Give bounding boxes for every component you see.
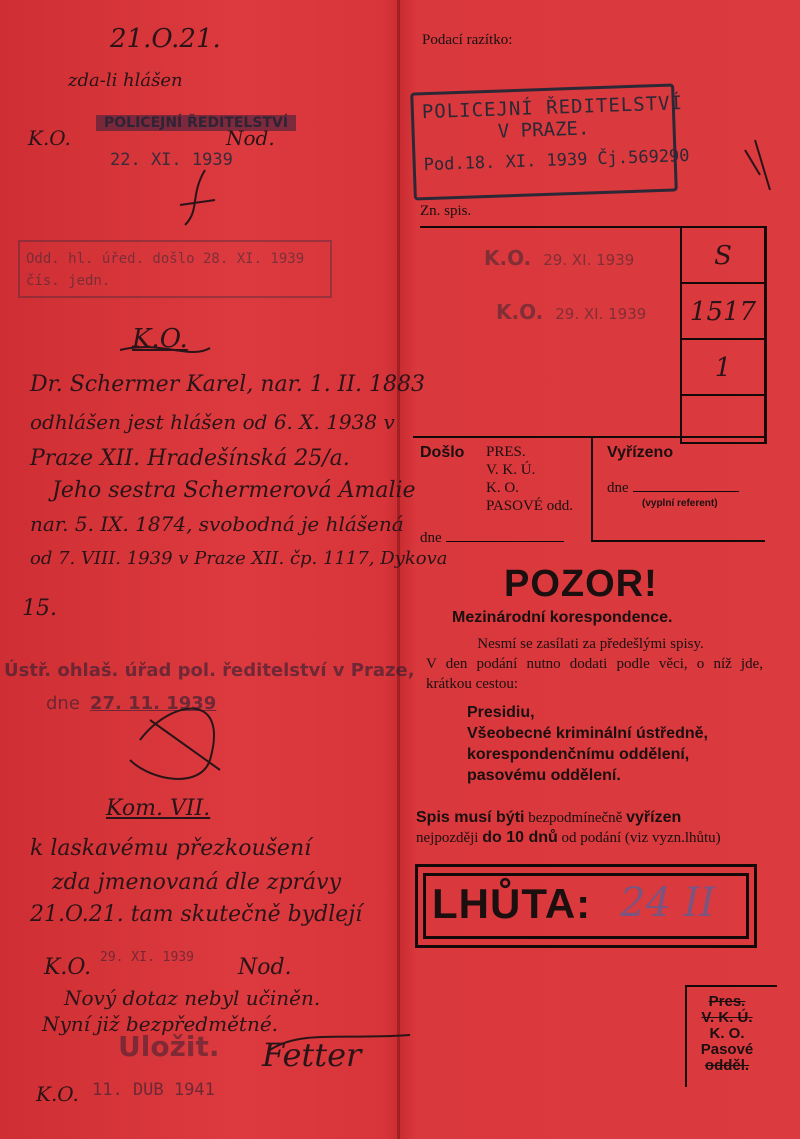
doslo-options xyxy=(486,443,573,515)
vyrizeno-label: Vyřízeno xyxy=(607,444,674,461)
zn-spis-label: Zn. spis. xyxy=(420,203,472,219)
ko-stamp-1 xyxy=(484,246,634,270)
spis-normal-2: nejpozději xyxy=(416,830,479,846)
police-stamp-line1: POLICEJNÍ ŘEDITELSTVÍ xyxy=(421,92,684,124)
kom-heading: Kom. VII. xyxy=(106,796,211,821)
routing-item: K. O. xyxy=(709,1025,745,1042)
spis-bold-1: Spis musí býti xyxy=(416,809,525,826)
odd-stamp xyxy=(18,240,332,298)
ko-stamp-2-code: K.O. xyxy=(496,300,544,324)
reference-box xyxy=(680,226,767,444)
odd-stamp-line2: čís. jedn. xyxy=(26,273,111,289)
ko-stamp-1-date: 29. XI. 1939 xyxy=(543,251,635,269)
handwritten-line: zda jmenovaná dle zprávy xyxy=(52,870,342,895)
handwritten-code: 21.O.21. xyxy=(110,24,221,54)
mezinarodni-heading: Mezinárodní korespondence. xyxy=(452,609,673,626)
doslo-option: PRES. xyxy=(486,444,526,460)
dne-blank-line xyxy=(633,491,739,492)
dne-blank-line xyxy=(446,541,564,542)
handwritten-line: nar. 5. IX. 1874, svobodná je hlášená xyxy=(30,512,404,536)
signature: Fetter xyxy=(262,1036,362,1074)
routing-item: V. K. Ú. xyxy=(701,1009,753,1026)
ko-stamp-1-code: K.O. xyxy=(484,246,532,270)
spis-deadline-text xyxy=(416,808,721,848)
nesmi-text: Nesmí se zasílati za předešlými spisy. xyxy=(477,636,704,652)
vyplni-referent: (vyplní referent) xyxy=(642,498,718,509)
spis-bold-2: vyřízen xyxy=(626,809,682,826)
divider-line xyxy=(593,540,765,542)
police-stamp-line2: V PRAZE. xyxy=(497,117,590,143)
police-stamp-line3 xyxy=(423,145,690,176)
police-stamp-cj: Čj.569290 xyxy=(597,145,690,170)
lhuta-label: LHŮTA: xyxy=(432,880,592,927)
stamp-top-left: POLICEJNÍ ŘEDITELSTVÍ xyxy=(96,115,296,131)
v-den-text: V den podání nutno dodati podle věci, o níž jde, krátkou cestou: xyxy=(426,656,763,692)
ko-bottom-date: 29. XI. 1939 xyxy=(100,950,194,965)
handwritten-nod-bottom: Nod. xyxy=(238,955,292,980)
divider-vertical xyxy=(591,436,593,542)
handwritten-ko-bottom: K.O. xyxy=(44,955,92,980)
department-item: Všeobecné kriminální ústředně, xyxy=(467,725,708,742)
doslo-dne xyxy=(420,530,564,547)
dne-stamp-date: 27. 11. 1939 xyxy=(89,693,217,714)
routing-item: odděl. xyxy=(704,1057,750,1074)
routing-item: Pasové xyxy=(700,1041,754,1058)
odd-stamp-line1: Odd. hl. úřed. došlo 28. XI. 1939 xyxy=(26,251,305,267)
ref-cell: 1517 xyxy=(682,284,764,340)
vyrizeno-dne xyxy=(607,480,739,497)
doslo-option: PASOVÉ odd. xyxy=(486,498,573,514)
ko-stamp-2 xyxy=(496,300,646,324)
center-fold xyxy=(397,0,400,1139)
ref-cell: 1 xyxy=(682,340,764,396)
ref-line-top xyxy=(420,226,682,228)
doslo-option: K. O. xyxy=(486,480,519,496)
dne-stamp-label: dne xyxy=(46,693,80,714)
doslo-option: V. K. Ú. xyxy=(486,462,536,478)
divider-line xyxy=(413,436,765,438)
department-list xyxy=(467,702,708,786)
ko-stamp-2-date: 29. XI. 1939 xyxy=(555,305,647,323)
handwritten-line: Nový dotaz nebyl učiněn. xyxy=(64,986,321,1010)
handwritten-line: 15. xyxy=(22,596,57,621)
ko-heading: K.O. xyxy=(132,324,188,354)
doslo-label: Došlo xyxy=(420,444,465,461)
routing-list xyxy=(692,994,762,1074)
handwritten-line: Jeho sestra Schermerová Amalie xyxy=(52,478,416,503)
spis-bold-3: do 10 dnů xyxy=(482,829,558,846)
bottom-date-stamp: 11. DUB 1941 xyxy=(92,1080,215,1100)
handwritten-line: k laskavému přezkoušení xyxy=(30,836,312,861)
police-stamp-pod: Pod.18. XI. 1939 xyxy=(423,149,588,176)
ref-cell: S xyxy=(682,228,764,284)
dne-label: dne xyxy=(420,530,442,546)
police-stamp xyxy=(410,83,690,200)
handwritten-line: Dr. Schermer Karel, nar. 1. II. 1883 xyxy=(30,372,426,397)
spis-normal-3: od podání (viz vyzn.lhůtu) xyxy=(561,830,721,846)
handwritten-line: Nyní již bezpředmětné. xyxy=(42,1012,279,1036)
stamp-date-top: 22. XI. 1939 xyxy=(110,150,233,170)
department-item: pasovému oddělení. xyxy=(467,767,621,784)
spis-normal-1: bezpodmínečně xyxy=(528,810,623,826)
handwritten-ko-final: K.O. xyxy=(36,1082,79,1106)
ref-cell xyxy=(682,396,764,452)
handwritten-line: Praze XII. Hradešínská 25/a. xyxy=(30,446,350,471)
handwritten-line: 21.O.21. tam skutečně bydlejí xyxy=(30,902,363,927)
handwritten-line: odhlášen jest hlášen od 6. X. 1938 v xyxy=(30,410,395,434)
ustr-stamp: Ústř. ohlaš. úřad pol. ředitelství v Praze, xyxy=(4,660,415,681)
handwritten-ko: K.O. xyxy=(28,126,71,150)
dne-stamp xyxy=(46,693,216,714)
lhuta-value: 24 II xyxy=(620,880,716,926)
podaci-razitko-label: Podací razítko: xyxy=(422,32,513,48)
instructions-text xyxy=(418,634,763,694)
pozor-heading: POZOR! xyxy=(504,563,658,605)
department-item: Presidiu, xyxy=(467,704,535,721)
handwritten-query: zda-li hlášen xyxy=(68,70,183,91)
department-item: korespondenčnímu oddělení, xyxy=(467,746,690,763)
handwritten-nod: Nod. xyxy=(226,126,275,150)
routing-item: Pres. xyxy=(708,993,746,1010)
dne-label: dne xyxy=(607,480,629,496)
ulozit-stamp: Uložit. xyxy=(118,1030,220,1063)
handwritten-line: od 7. VIII. 1939 v Praze XII. čp. 1117, Dykova xyxy=(30,548,448,569)
